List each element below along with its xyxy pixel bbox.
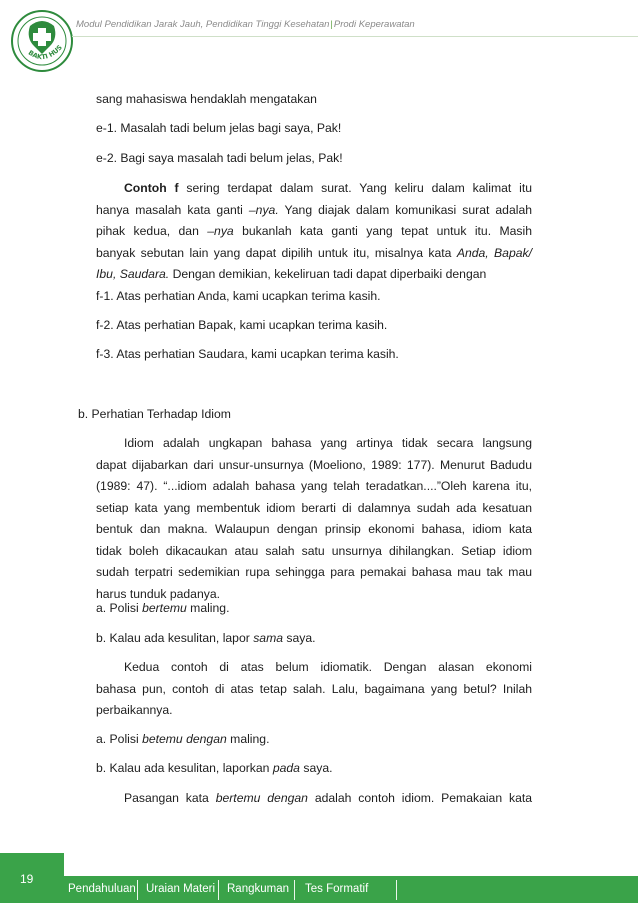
example-b1 [96, 628, 316, 650]
text-run: a. Polisi [96, 732, 143, 746]
header-separator: | [330, 19, 333, 30]
nav-uraian-materi[interactable]: Uraian Materi [146, 883, 216, 895]
italic-text: pada [272, 761, 300, 775]
nav-divider [396, 880, 397, 900]
bold-text: Contoh f [124, 181, 179, 195]
text-run: Pasangan kata [124, 791, 216, 805]
text-run: banyak sebutan lain yang dapat dipilih untuk itu, misalnya kata [96, 245, 457, 260]
example-a2 [96, 729, 269, 751]
nav-rangkuman[interactable]: Rangkuman [227, 883, 290, 895]
example-f3: f-3. Atas perhatian Saudara, kami ucapkan terima kasih. [96, 347, 399, 361]
text-run: saya. [299, 761, 333, 775]
text-line: sang mahasiswa hendaklah mengatakan [96, 92, 317, 106]
example-f1: f-1. Atas perhatian Anda, kami ucapkan terima kasih. [96, 289, 381, 303]
italic-text: Anda, Bapak/ [456, 245, 532, 260]
example-e2: e-2. Bagi saya masalah tadi belum jelas, Pak! [96, 151, 343, 165]
text-run: Yang diajak dalam komunikasi surat adalah [278, 202, 532, 217]
text-line: bentuk dan makna. Walaupun dengan prinsip ekonomi bahasa, idiom kata [96, 522, 532, 536]
text-run: adalah contoh idiom. Pemakaian kata [307, 791, 533, 805]
italic-text: –nya [207, 224, 234, 238]
text-line: bahasa pun, contoh di atas tetap salah. Lalu, bagaimana yang betul? Inilah [96, 681, 532, 696]
text-run: pihak kedua, dan [96, 224, 208, 238]
nav-pendahuluan[interactable]: Pendahuluan [68, 883, 136, 895]
text-run: maling. [226, 732, 270, 746]
text-line: perbaikannya. [96, 703, 173, 717]
text-run: bukanlah kata ganti yang tepat untuk itu. Masih [233, 224, 532, 238]
text-run: b. Kalau ada kesulitan, lapor [96, 631, 254, 645]
page-number: 19 [20, 872, 34, 886]
example-e1: e-1. Masalah tadi belum jelas bagi saya, Pak! [96, 121, 342, 135]
text-line: sudah terpatri sedemikian rupa sehingga para pemakai bahasa mau tak mau [96, 565, 532, 579]
nav-divider [137, 880, 138, 900]
nav-divider [218, 880, 219, 900]
italic-text: –nya. [248, 202, 279, 217]
text-run: Dengan demikian, kekeliruan tadi dapat diperbaiki dengan [169, 267, 487, 281]
italic-text: sama [253, 631, 284, 645]
text-run: saya. [283, 631, 316, 645]
italic-text: betemu dengan [142, 732, 227, 746]
nav-divider [294, 880, 295, 900]
nav-tes-formatif[interactable]: Tes Formatif [305, 883, 369, 895]
text-run: b. Kalau ada kesulitan, laporkan [96, 761, 273, 775]
paragraph-contoh-f [96, 178, 532, 286]
text-run: a. Polisi [96, 601, 143, 615]
example-a1 [96, 598, 229, 620]
section-heading-b: b. Perhatian Terhadap Idiom [78, 407, 231, 421]
text-line: harus tunduk padanya. [96, 586, 220, 601]
text-run: hanya masalah kata ganti [96, 202, 249, 217]
text-line: dapat dijabarkan dari unsur-unsurnya (Moeliono, 1989: 177). Menurut Badudu [96, 457, 532, 472]
text-run: sering terdapat dalam surat. Yang keliru dalam kalimat itu [178, 181, 532, 195]
text-run: maling. [186, 601, 230, 615]
italic-text: Ibu, Saudara. [96, 267, 170, 281]
paragraph-kedua [96, 657, 532, 722]
text-line: tidak boleh dikacaukan atau salah satu unsurnya dihilangkan. Setiap idiom [96, 543, 532, 558]
header-title-left: Modul Pendidikan Jarak Jauh, Pendidikan Tinggi Kesehatan [76, 19, 330, 30]
italic-text: bertemu dengan [215, 791, 308, 805]
text-line: setiap kata yang membentuk idiom berarti di dalamnya sudah ada kesatuan [96, 500, 532, 515]
header-title-right: Prodi Keperawatan [333, 19, 415, 30]
text-line: (1989: 47). “...idiom adalah bahasa yang telah teradatkan....”Oleh karena itu, [96, 479, 532, 493]
svg-text:BAKTI HUSADA: BAKTI HUS [26, 43, 64, 62]
paragraph-idiom [96, 433, 532, 605]
text-line: Idiom adalah ungkapan bahasa yang artinya tidak secara langsung [124, 436, 532, 450]
italic-text: bertemu [142, 601, 187, 615]
paragraph-pasangan [96, 788, 532, 810]
text-line: Kedua contoh di atas belum idiomatik. Dengan alasan ekonomi [124, 660, 532, 674]
example-b2 [96, 758, 333, 780]
example-f2: f-2. Atas perhatian Bapak, kami ucapkan terima kasih. [96, 318, 388, 332]
